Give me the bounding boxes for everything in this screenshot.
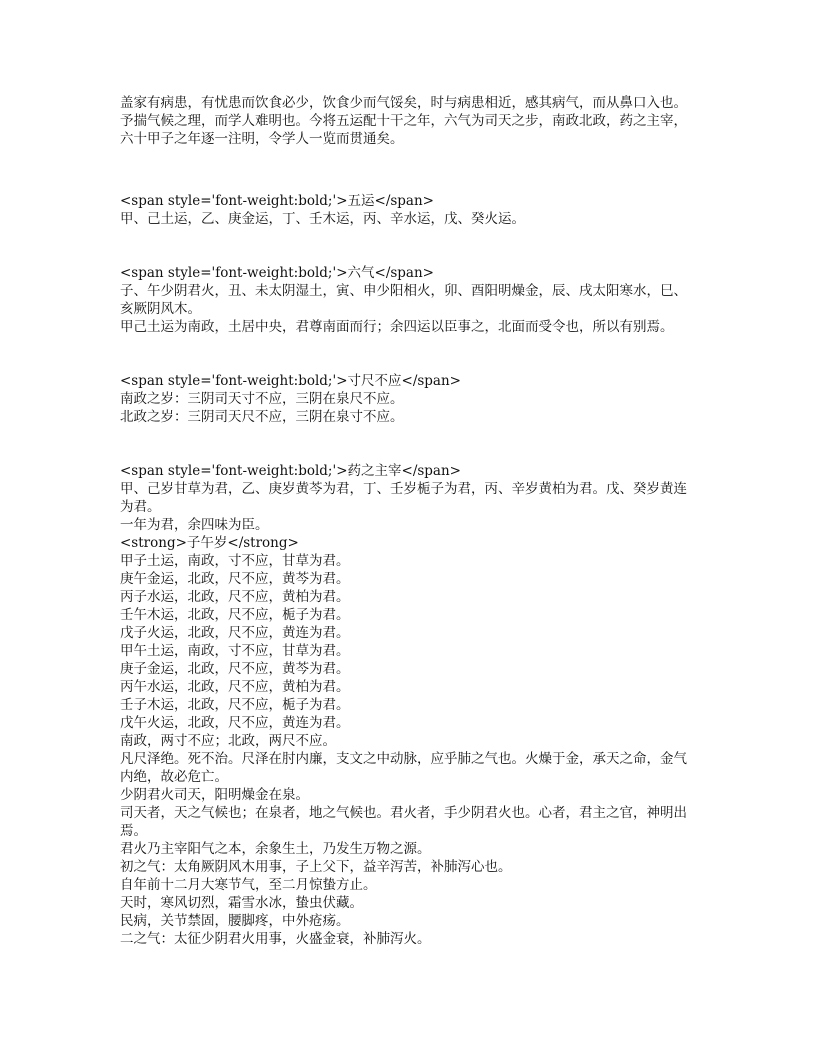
spacer	[120, 336, 700, 372]
section-line: 北政之岁：三阴司天尺不应，三阴在泉寸不应。	[120, 409, 404, 425]
section-line: 君火乃主宰阳气之本，余象生土，乃发生万物之源。	[120, 841, 431, 857]
section-line: 初之气：太角厥阴风木用事，子上父下，益辛泻苦，补肺泻心也。	[120, 859, 512, 875]
section-line: 甲、己岁甘草为君，乙、庚岁黄芩为君，丁、壬岁栀子为君，丙、辛岁黄柏为君。戊、癸岁黄连为君。	[120, 481, 687, 515]
section-heading: <span style='font-weight:bold;'>药之主宰</span>	[120, 463, 461, 479]
section-line: 甲午土运，南政，寸不应，甘草为君。	[120, 643, 350, 659]
spacer	[120, 148, 700, 192]
section-line: 一年为君，余四味为臣。	[120, 517, 269, 533]
section-line: 凡尺泽绝。死不治。尺泽在肘内廉，支文之中动脉，应乎肺之气也。火燥于金，承天之命，金气内绝，故必危亡。	[120, 751, 687, 785]
document-body	[120, 94, 700, 948]
intro-paragraph: 盖家有病患，有忧患而饮食必少，饮食少而气馁矣，时与病患相近，感其病气，而从鼻口入也。予揣气候之理，而学人难明也。今将五运配十干之年，六气为司天之步，南政北政，药之主宰，六十甲子之年逐一注明，令学人一览而贯通矣。	[120, 95, 687, 147]
section-line: 少阴君火司天，阳明燥金在泉。	[120, 787, 309, 803]
section-line: <strong>子午岁</strong>	[120, 535, 299, 551]
section-heading: <span style='font-weight:bold;'>寸尺不应</span>	[120, 373, 461, 389]
section-liuqi	[120, 264, 700, 336]
section-line: 自年前十二月大寒节气，至二月惊蛰方止。	[120, 877, 377, 893]
section-line: 戊午火运，北政，尺不应，黄连为君。	[120, 715, 350, 731]
section-line: 戊子火运，北政，尺不应，黄连为君。	[120, 625, 350, 641]
section-line: 庚子金运，北政，尺不应，黄芩为君。	[120, 661, 350, 677]
section-line: 二之气：太征少阴君火用事，火盛金衰，补肺泻火。	[120, 931, 431, 947]
section-line: 庚午金运，北政，尺不应，黄芩为君。	[120, 571, 350, 587]
section-line: 天时，寒风切烈，霜雪水冰，蛰虫伏藏。	[120, 895, 363, 911]
section-cunchi	[120, 372, 700, 426]
section-line: 甲、己土运，乙、庚金运，丁、壬木运，丙、辛水运，戊、癸火运。	[120, 211, 525, 227]
section-line: 壬子木运，北政，尺不应，栀子为君。	[120, 697, 350, 713]
section-line: 民病，关节禁固，腰脚疼，中外疮疡。	[120, 913, 350, 929]
section-line: 丙子水运，北政，尺不应，黄柏为君。	[120, 589, 350, 605]
section-heading: <span style='font-weight:bold;'>五运</span>	[120, 193, 434, 209]
section-line: 子、午少阴君火，丑、未太阴湿土，寅、申少阳相火，卯、酉阳明燥金，辰、戌太阳寒水，巳、亥厥阴风木。	[120, 283, 687, 317]
section-yaozhuzai	[120, 462, 700, 948]
section-wuyun	[120, 192, 700, 228]
section-line: 南政，两寸不应；北政，两尺不应。	[120, 733, 336, 749]
section-line: 壬午木运，北政，尺不应，栀子为君。	[120, 607, 350, 623]
section-line: 南政之岁：三阴司天寸不应，三阴在泉尺不应。	[120, 391, 404, 407]
section-heading: <span style='font-weight:bold;'>六气</span>	[120, 265, 434, 281]
section-line: 司天者，天之气候也；在泉者，地之气候也。君火者，手少阴君火也。心者，君主之官，神明出焉。	[120, 805, 687, 839]
section-line: 丙午水运，北政，尺不应，黄柏为君。	[120, 679, 350, 695]
spacer	[120, 228, 700, 264]
section-line: 甲己土运为南政，土居中央，君尊南面而行；余四运以臣事之，北面而受令也，所以有别焉。	[120, 319, 674, 335]
section-line: 甲子土运，南政，寸不应，甘草为君。	[120, 553, 350, 569]
spacer	[120, 426, 700, 462]
